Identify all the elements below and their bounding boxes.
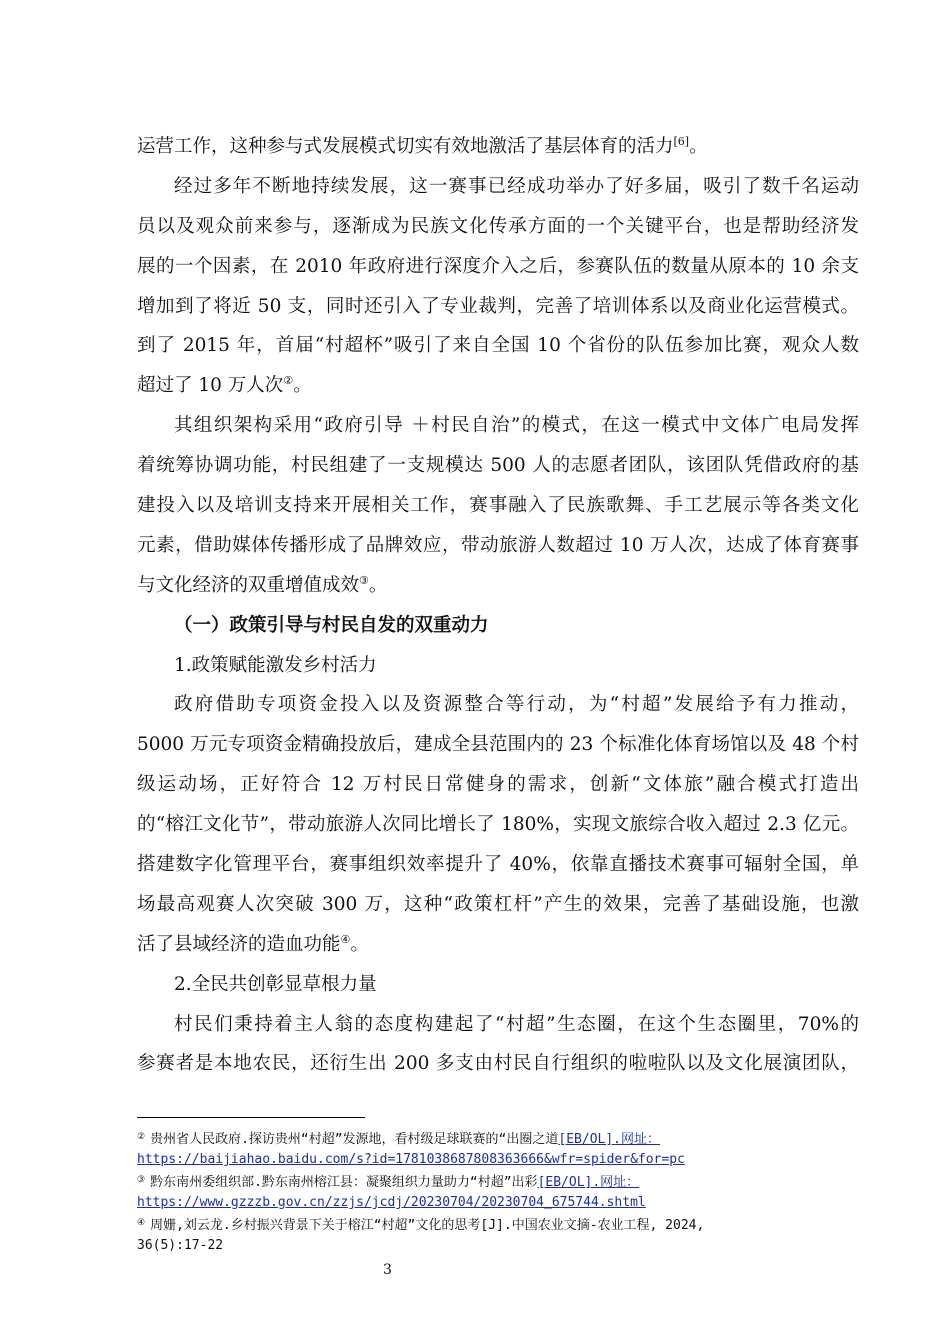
subsection-heading: 1.政策赋能激发乡村活力: [174, 654, 377, 676]
line-text: 展的一个因素，在 2010 年政府进行深度介入之后，参赛队伍的数量从原本的 10 余支: [137, 255, 859, 277]
paragraph-line: [137, 326, 859, 366]
line-tail: 。: [689, 136, 708, 157]
footnote-3-url[interactable]: https://www.gzzzb.gov.cn/zzjs/jcdj/20230704/20230704_675744.shtml: [137, 1195, 646, 1210]
line-text: 着统筹协调功能，村民组建了一支规模达 500 人的志愿者团队，该团队凭借政府的基: [137, 455, 859, 477]
line-text: 的“榕江文化节”，带动旅游人次同比增长了 180%，实现文旅综合收入超过 2.3 亿元。: [137, 814, 859, 836]
footnote-2: ② 贵州省人民政府.探访贵州“村超”发源地，看村级足球联赛的“出圈之道[EB/OL].网址：: [137, 1132, 661, 1147]
paragraph-line: [137, 845, 859, 885]
citation-marker: ④: [340, 932, 351, 946]
paragraph-line: [137, 167, 859, 207]
line-text: 增加到了将近 50 支，同时还引入了专业裁判，完善了培训体系以及商业化运营模式。: [137, 295, 859, 317]
line-text: 场最高观赛人次突破 300 万，这种“政策杠杆”产生的效果，完善了基础设施，也激: [137, 893, 859, 915]
line-text: 到了 2015 年，首届“村超杯”吸引了来自全国 10 个省份的队伍参加比赛，观众人数: [137, 335, 859, 357]
line-tail: 。: [350, 933, 369, 955]
footnotes: [137, 1127, 857, 1256]
footnote-4: ④ 周姗,刘云龙.乡村振兴背景下关于榕江“村超”文化的思考[J].中国农业文摘-农业工程, 2024,: [137, 1218, 705, 1233]
footnote-separator: [137, 1117, 365, 1118]
footnote-3-link-label[interactable]: [EB/OL].网址：: [537, 1175, 640, 1190]
line-text: 5000 万元专项资金精确投放后，建成全县范围内的 23 个标准化体育场馆以及 48 个村: [137, 734, 859, 756]
paragraph-line: [137, 725, 859, 765]
line-text: 其组织架构采用“政府引导 ＋村民自治”的模式，在这一模式中文体广电局发挥: [174, 415, 859, 437]
line-text: 与文化经济的双重增值成效: [137, 574, 360, 596]
footnote-3: ③ 黔东南州委组织部.黔东南州榕江县：凝聚组织力量助力“村超”出彩[EB/OL].网址：: [137, 1175, 640, 1190]
paragraph-line: [137, 207, 859, 247]
citation-marker: [6]: [673, 135, 690, 148]
line-text: 级运动场，正好符合 12 万村民日常健身的需求，创新“文体旅”融合模式打造出: [137, 774, 859, 796]
paragraph-line: [137, 127, 859, 167]
line-text: 超过了 10 万人次: [137, 375, 284, 397]
line-text: 参赛者是本地农民，还衍生出 200 多支由村民自行组织的啦啦队以及文化展演团队，: [137, 1053, 859, 1075]
line-text: 元素，借助媒体传播形成了品牌效应，带动旅游人数超过 10 万人次，达成了体育赛事: [137, 534, 859, 556]
paragraph-line: [137, 247, 859, 287]
citation-marker: ②: [283, 374, 294, 388]
line-tail: 。: [368, 574, 388, 596]
paragraph-line: [137, 925, 859, 965]
line-tail: 。: [293, 375, 312, 397]
page-number: 3: [383, 1262, 392, 1278]
line-text: 政府借助专项资金投入以及资源整合等行动，为“村超”发展给予有力推动，: [174, 694, 859, 716]
paragraph-line: [137, 526, 859, 566]
paragraph-line: [137, 885, 859, 925]
paragraph-line: [137, 446, 859, 486]
paragraph-line: [137, 287, 859, 327]
paragraph-line: [137, 805, 859, 845]
footnote-2-url[interactable]: https://baijiahao.baidu.com/s?id=1781038687808363666&wfr=spider&for=pc: [137, 1152, 685, 1167]
line-text: 员以及观众前来参与，逐渐成为民族文化传承方面的一个关键平台，也是帮助经济发: [137, 215, 859, 237]
document-body: [137, 127, 859, 1084]
line-text: 建投入以及培训支持来开展相关工作，赛事融入了民族歌舞、手工艺展示等各类文化: [137, 495, 859, 517]
subsection-heading: 2.全民共创彰显草根力量: [174, 973, 377, 995]
line-text: 活了县域经济的造血功能: [137, 933, 341, 955]
paragraph-line: [137, 406, 859, 446]
paragraph-line: [137, 486, 859, 526]
paragraph-line: [137, 1005, 859, 1045]
line-text: 运营工作，这种参与式发展模式切实有效地激活了基层体育的活力: [137, 136, 674, 157]
paragraph-line: [137, 685, 859, 725]
section-heading: （一）政策引导与村民自发的双重动力: [174, 614, 489, 636]
footnote-4-continued: 36(5):17-22: [137, 1238, 224, 1253]
line-text: 村民们秉持着主人翁的态度构建起了“村超”生态圈，在这个生态圈里，70%的: [174, 1013, 859, 1035]
citation-marker: ③: [359, 573, 369, 587]
footnote-2-link-label[interactable]: [EB/OL].网址：: [558, 1132, 661, 1147]
paragraph-line: [137, 566, 859, 606]
line-text: 搭建数字化管理平台，赛事组织效率提升了 40%，依靠直播技术赛事可辐射全国，单: [137, 854, 859, 876]
paragraph-line: [137, 765, 859, 805]
paragraph-line: [137, 366, 859, 406]
line-text: 经过多年不断地持续发展，这一赛事已经成功举办了好多届，吸引了数千名运动: [174, 175, 859, 197]
paragraph-line: [137, 1044, 859, 1084]
